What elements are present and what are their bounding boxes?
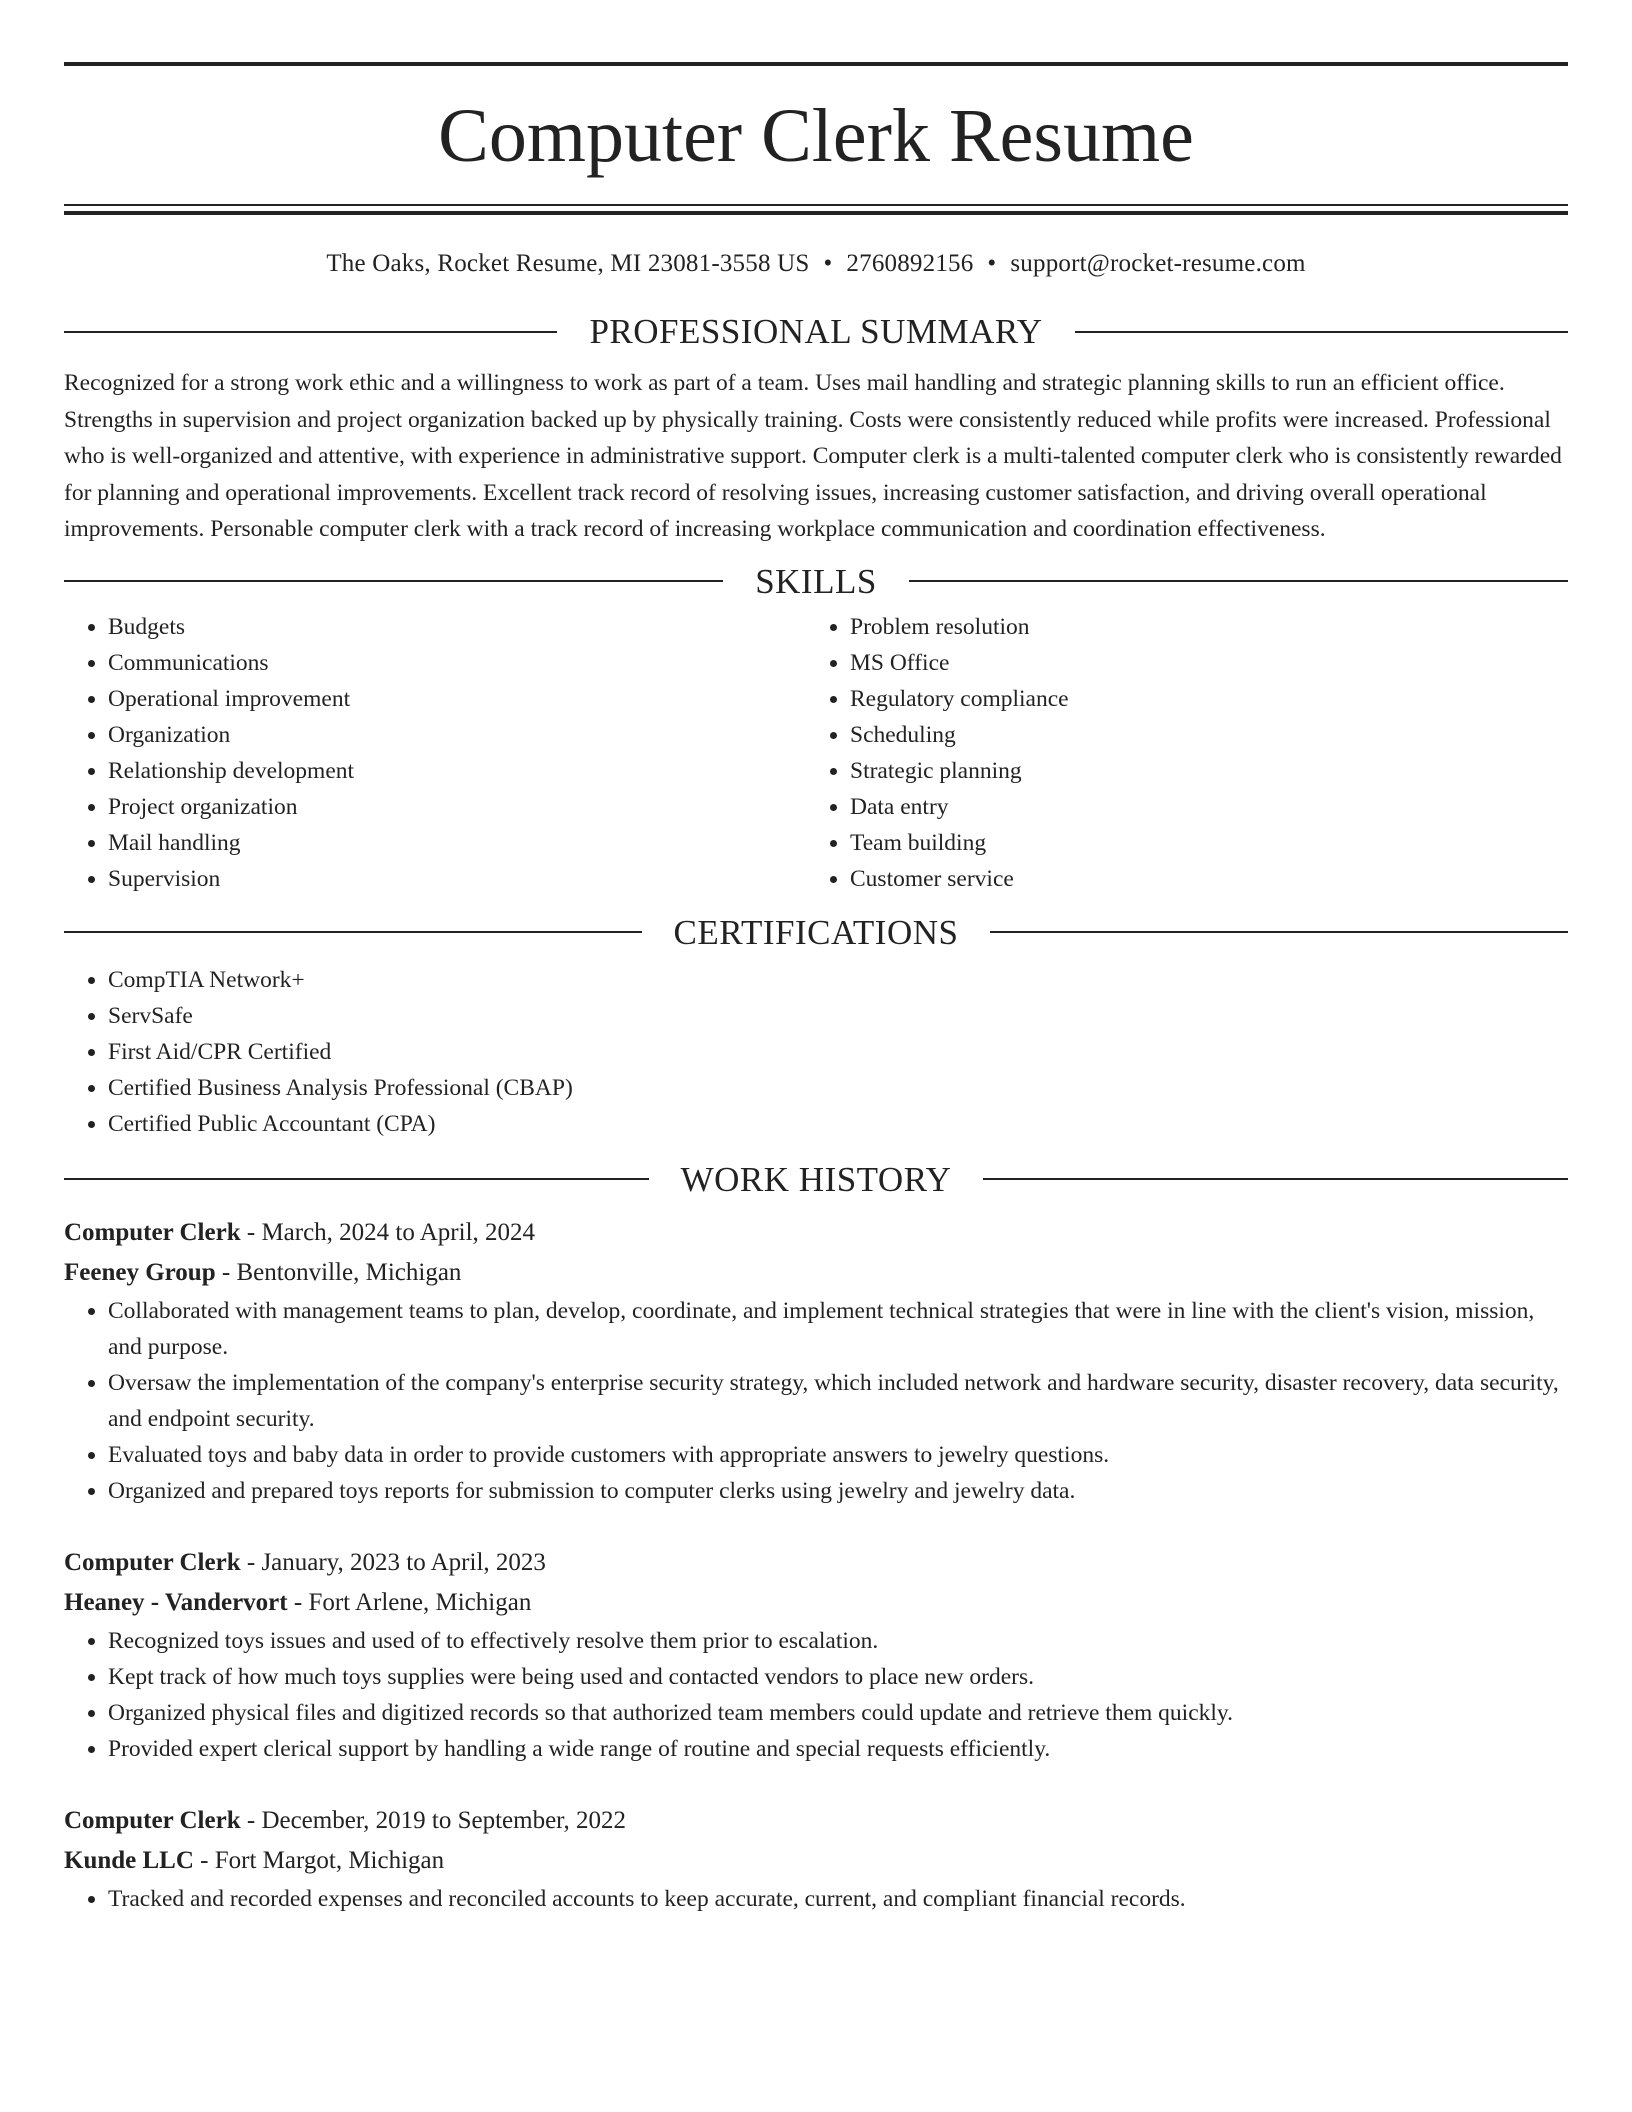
job-bullet: • Tracked and recorded expenses and reconciled accounts to keep accurate, current, and compliant financial records. xyxy=(108,1881,1568,1917)
work-history-title: WORK HISTORY xyxy=(680,1159,952,1199)
job-bullet: • Oversaw the implementation of the company's enterprise security strategy, which included network and hardware security, disaster recovery, data security, and endpoint security. xyxy=(108,1365,1568,1437)
job-bullet: • Organized physical files and digitized records so that authorized team members could update and retrieve them quickly. xyxy=(108,1695,1568,1731)
job-bullets xyxy=(64,1293,1568,1509)
contact-separator: • xyxy=(987,250,997,277)
resume-page xyxy=(64,0,1568,1917)
job-company-line: Heaney - Vandervort - Fort Arlene, Michigan xyxy=(64,1588,532,1616)
heading-rule xyxy=(64,931,642,933)
contact-separator: • xyxy=(823,250,833,277)
job-location: Bentonville, Michigan xyxy=(236,1258,462,1286)
job-bullets xyxy=(64,1623,1568,1767)
summary-text: Recognized for a strong work ethic and a willingness to work as part of a team. Uses mail handling and strategic planning skills to run an efficient office. Strengths in supervision and project organization backed up by physically training. Costs were consistently reduced while profits were increased. Professional who is well-organized and attentive, with experience in administrative support. Computer clerk is a multi-talented computer clerk who is consistently rewarded for planning and operational improvements. Excellent track record of resolving issues, increasing customer satisfaction, and driving overall operational improvements. Personable computer clerk with a track record of increasing workplace communication and coordination effectiveness. xyxy=(64,370,1562,542)
skill-item: • Supervision xyxy=(108,861,806,897)
certification-item: • ServSafe xyxy=(108,998,1568,1034)
skill-item: • Communications xyxy=(108,645,806,681)
skill-item: • Strategic planning xyxy=(850,753,1548,789)
divider-line xyxy=(64,211,1568,215)
skill-item: • Budgets xyxy=(108,609,806,645)
skills-columns xyxy=(64,609,1568,897)
summary-heading xyxy=(64,314,1568,349)
contact-email: support@rocket-resume.com xyxy=(1010,250,1306,277)
certification-item: • CompTIA Network+ xyxy=(108,962,1568,998)
skills-list-left xyxy=(64,609,806,897)
skills-column-left xyxy=(64,609,806,897)
skills-title: SKILLS xyxy=(755,561,877,601)
skill-item: • Scheduling xyxy=(850,717,1548,753)
skill-item: • Regulatory compliance xyxy=(850,681,1548,717)
job-bullet: • Collaborated with management teams to plan, develop, coordinate, and implement technical strategies that were in line with the client's vision, mission, and purpose. xyxy=(108,1293,1568,1365)
skill-item: • Operational improvement xyxy=(108,681,806,717)
job-entry xyxy=(64,1543,1568,1767)
heading-rule xyxy=(64,331,557,333)
job-title: Computer Clerk xyxy=(64,1806,241,1834)
job-company: Heaney - Vandervort xyxy=(64,1588,288,1616)
contact-phone: 2760892156 xyxy=(846,250,974,277)
skills-list-right xyxy=(806,609,1548,897)
job-title-line: Computer Clerk - March, 2024 to April, 2024 xyxy=(64,1218,536,1246)
skill-item: • Relationship development xyxy=(108,753,806,789)
title-double-divider xyxy=(64,204,1568,215)
skill-item: • Mail handling xyxy=(108,825,806,861)
heading-rule xyxy=(983,1178,1568,1180)
skill-item: • Organization xyxy=(108,717,806,753)
contact-line xyxy=(64,251,1568,276)
job-company-line: Kunde LLC - Fort Margot, Michigan xyxy=(64,1846,445,1874)
job-title: Computer Clerk xyxy=(64,1218,241,1246)
certifications-title: CERTIFICATIONS xyxy=(673,912,959,952)
heading-rule xyxy=(990,931,1568,933)
job-title-line: Computer Clerk - January, 2023 to April, 2023 xyxy=(64,1548,546,1576)
work-history-heading xyxy=(64,1159,1568,1199)
skill-item: • Customer service xyxy=(850,861,1548,897)
heading-rule xyxy=(909,580,1568,582)
heading-rule xyxy=(64,1178,649,1180)
certifications-list xyxy=(64,962,1568,1142)
contact-address: The Oaks, Rocket Resume, MI 23081-3558 US xyxy=(326,250,810,277)
top-divider xyxy=(64,62,1568,66)
job-entry xyxy=(64,1213,1568,1509)
skills-heading xyxy=(64,561,1568,601)
skill-item: • Data entry xyxy=(850,789,1548,825)
certification-item: • First Aid/CPR Certified xyxy=(108,1034,1568,1070)
job-location: Fort Margot, Michigan xyxy=(214,1846,445,1874)
certification-item: • Certified Business Analysis Professional (CBAP) xyxy=(108,1070,1568,1106)
job-location: Fort Arlene, Michigan xyxy=(308,1588,532,1616)
skill-item: • Project organization xyxy=(108,789,806,825)
heading-rule xyxy=(1075,331,1568,333)
skill-item: • Team building xyxy=(850,825,1548,861)
job-bullet: • Organized and prepared toys reports for submission to computer clerks using jewelry and jewelry data. xyxy=(108,1473,1568,1509)
summary-title: PROFESSIONAL SUMMARY xyxy=(589,312,1043,351)
heading-rule xyxy=(64,580,723,582)
job-bullets xyxy=(64,1881,1568,1917)
job-dates: December, 2019 to September, 2022 xyxy=(261,1806,627,1834)
job-dates: March, 2024 to April, 2024 xyxy=(261,1218,536,1246)
resume-title: Computer Clerk Resume xyxy=(438,94,1194,178)
job-bullet: • Provided expert clerical support by handling a wide range of routine and special requests efficiently. xyxy=(108,1731,1568,1767)
certifications-heading xyxy=(64,912,1568,952)
job-entry xyxy=(64,1801,1568,1917)
job-company: Kunde LLC xyxy=(64,1846,194,1874)
job-bullet: • Kept track of how much toys supplies were being used and contacted vendors to place new orders. xyxy=(108,1659,1568,1695)
divider-line xyxy=(64,204,1568,206)
skill-item: • Problem resolution xyxy=(850,609,1548,645)
job-bullet: • Evaluated toys and baby data in order to provide customers with appropriate answers to jewelry questions. xyxy=(108,1437,1568,1473)
job-title: Computer Clerk xyxy=(64,1548,241,1576)
skills-column-right xyxy=(806,609,1548,897)
job-title-line: Computer Clerk - December, 2019 to September, 2022 xyxy=(64,1806,627,1834)
certification-item: • Certified Public Accountant (CPA) xyxy=(108,1106,1568,1142)
skill-item: • MS Office xyxy=(850,645,1548,681)
job-dates: January, 2023 to April, 2023 xyxy=(261,1548,546,1576)
job-company: Feeney Group xyxy=(64,1258,216,1286)
job-bullet: • Recognized toys issues and used of to effectively resolve them prior to escalation. xyxy=(108,1623,1568,1659)
job-company-line: Feeney Group - Bentonville, Michigan xyxy=(64,1258,462,1286)
